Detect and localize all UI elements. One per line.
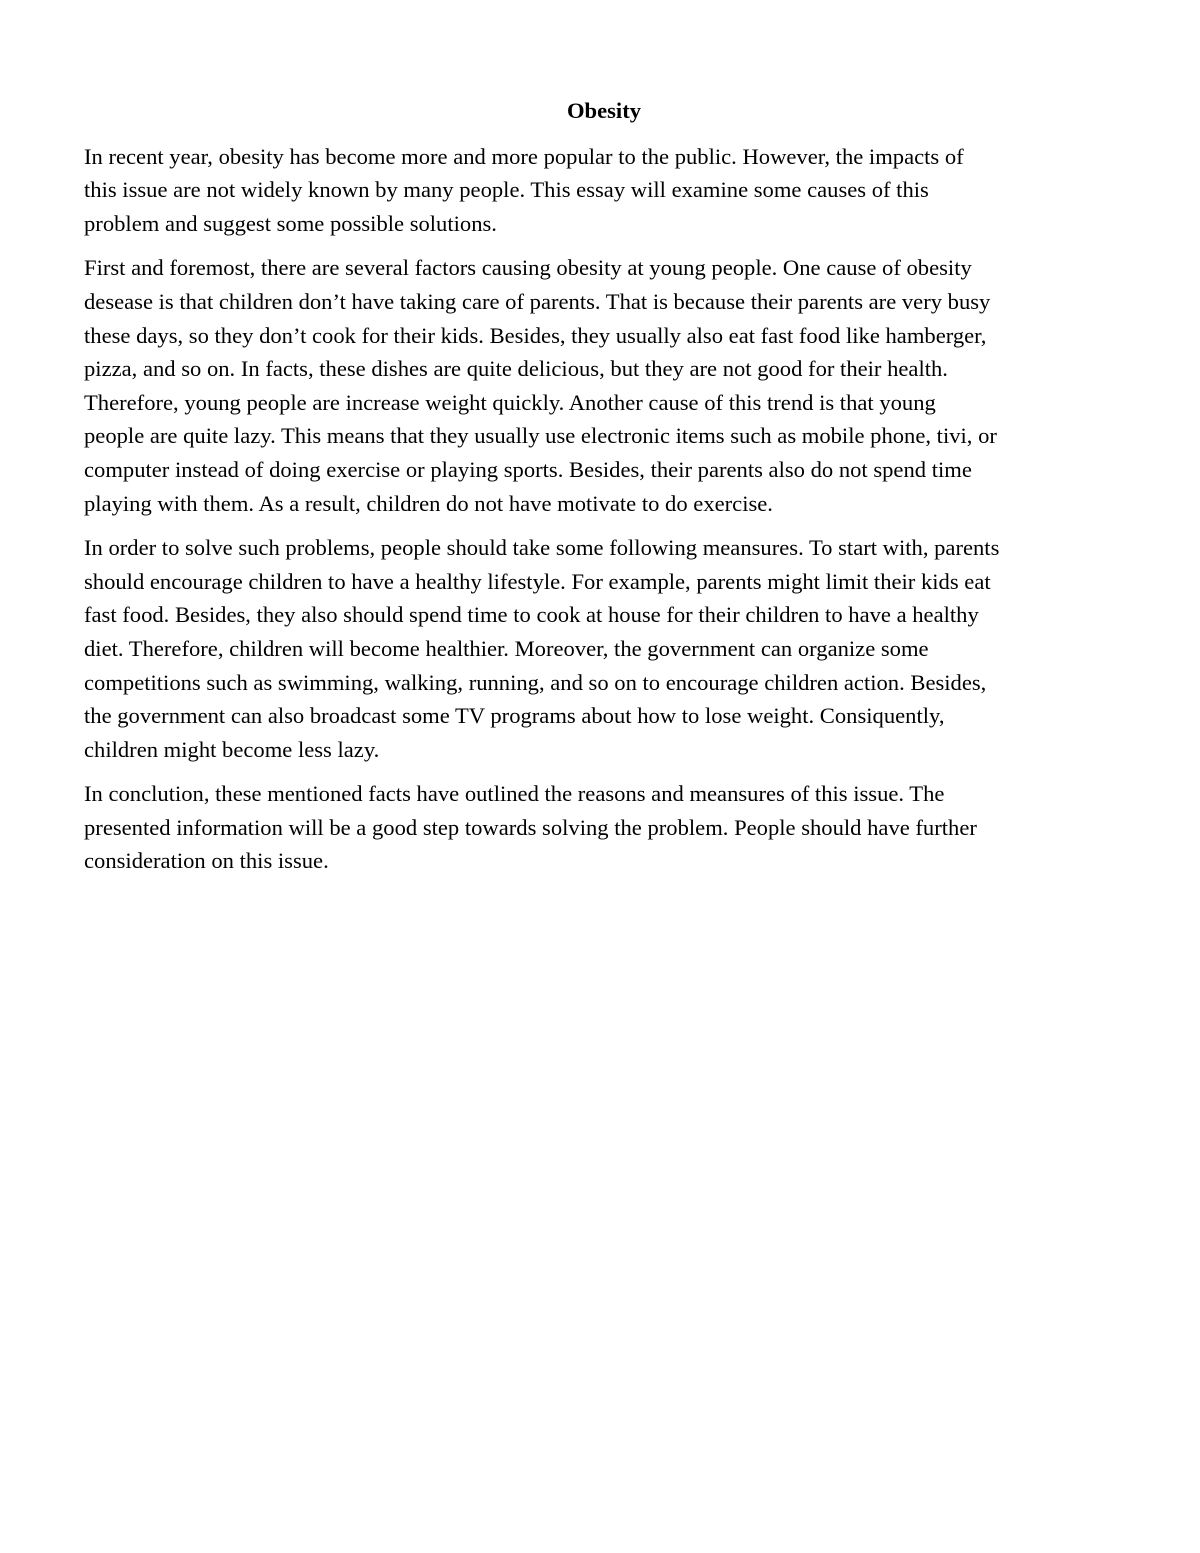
document-page <box>84 94 1124 889</box>
text-line: people are quite lazy. This means that they usually use electronic items such as mobile phone, tivi, or <box>84 423 997 449</box>
paragraph-1 <box>84 140 1124 241</box>
text-line: competitions such as swimming, walking, running, and so on to encourage children action. Besides, <box>84 669 987 695</box>
text-line: In conclution, these mentioned facts have outlined the reasons and meansures of this issue. The <box>84 781 945 807</box>
text-line: this issue are not widely known by many people. This essay will examine some causes of this <box>84 177 929 203</box>
text-line: computer instead of doing exercise or playing sports. Besides, their parents also do not spend time <box>84 456 972 482</box>
text-line: the government can also broadcast some TV programs about how to lose weight. Consiquently, <box>84 703 945 729</box>
text-line: should encourage children to have a healthy lifestyle. For example, parents might limit their kids eat <box>84 568 991 594</box>
text-line: First and foremost, there are several factors causing obesity at young people. One cause of obesity <box>84 255 972 281</box>
text-line: desease is that children don’t have taking care of parents. That is because their parents are very busy <box>84 288 991 314</box>
text-line: these days, so they don’t cook for their kids. Besides, they usually also eat fast food like hamberger, <box>84 322 987 348</box>
paragraph-3 <box>84 531 1124 766</box>
text-line: pizza, and so on. In facts, these dishes are quite delicious, but they are not good for their health. <box>84 356 948 382</box>
text-line: fast food. Besides, they also should spend time to cook at house for their children to have a healthy <box>84 602 979 628</box>
text-line: In recent year, obesity has become more and more popular to the public. However, the impacts of <box>84 143 964 169</box>
text-line: problem and suggest some possible solutions. <box>84 210 497 236</box>
text-line: Therefore, young people are increase weight quickly. Another cause of this trend is that young <box>84 389 936 415</box>
paragraph-4 <box>84 777 1124 878</box>
text-line: children might become less lazy. <box>84 736 380 762</box>
text-line: playing with them. As a result, children do not have motivate to do exercise. <box>84 490 773 516</box>
text-line: consideration on this issue. <box>84 848 329 874</box>
paragraph-2 <box>84 251 1124 520</box>
text-line: diet. Therefore, children will become healthier. Moreover, the government can organize some <box>84 635 929 661</box>
text-line: presented information will be a good step towards solving the problem. People should have further <box>84 814 977 840</box>
document-title: Obesity <box>566 98 642 123</box>
document-body <box>84 140 1124 878</box>
text-line: In order to solve such problems, people should take some following meansures. To start with, parents <box>84 535 1000 561</box>
